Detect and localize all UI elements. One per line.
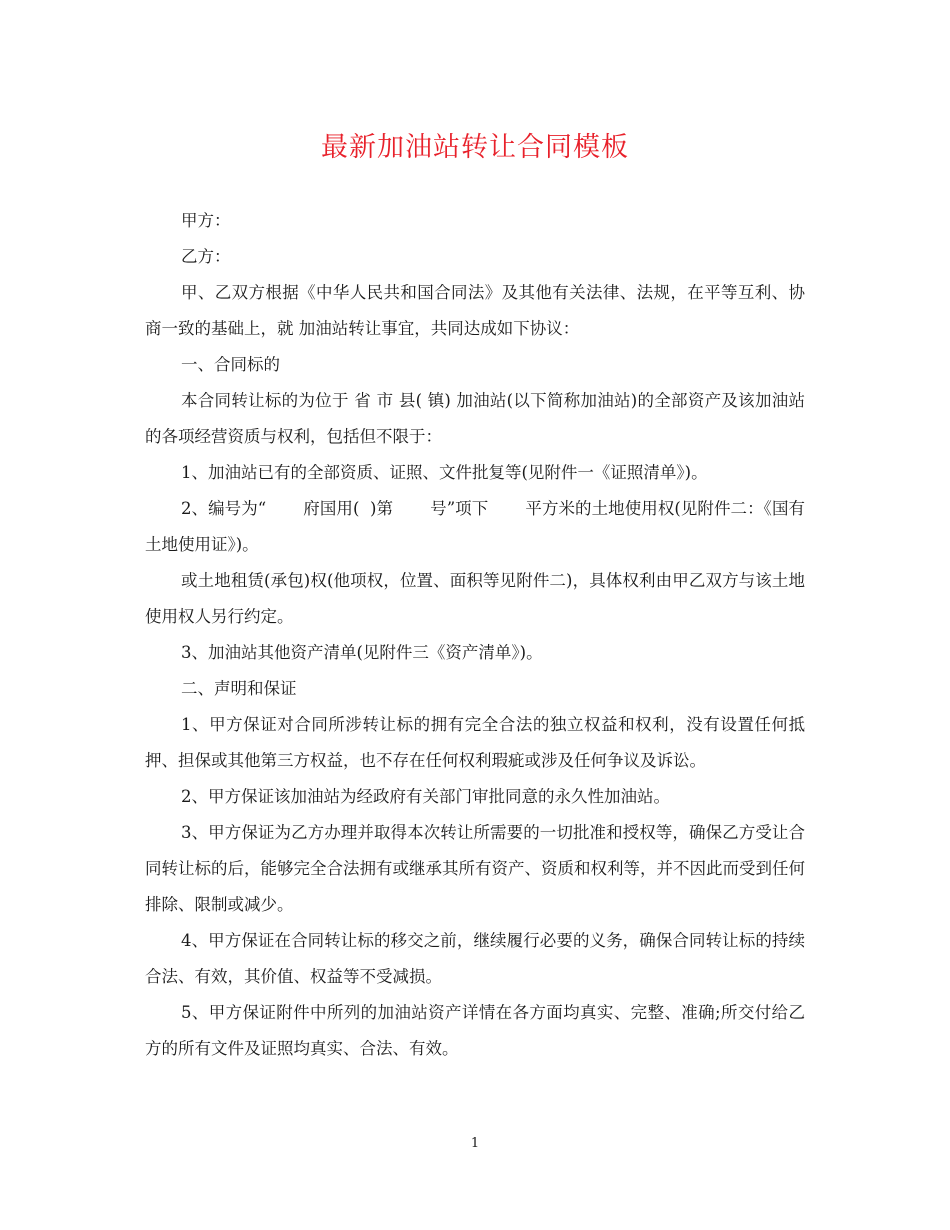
body-paragraph: 本合同转让标的为位于 省 市 县( 镇) 加油站(以下简称加油站)的全部资产及该加油站的各项经营资质与权利，包括但不限于： bbox=[145, 391, 805, 446]
clause-item: 4、甲方保证在合同转让标的移交之前，继续履行必要的义务，确保合同转让标的持续合法、有效，其价值、权益等不受减损。 bbox=[145, 931, 805, 986]
document-title: 最新加油站转让合同模板 bbox=[321, 132, 629, 163]
preamble-paragraph: 甲、乙双方根据《中华人民共和国合同法》及其他有关法律、法规，在平等互利、协商一致的基础上，就 加油站转让事宜，共同达成如下协议： bbox=[145, 283, 805, 338]
party-a-line: 甲方： bbox=[181, 211, 231, 230]
document-body bbox=[145, 203, 805, 1067]
body-paragraph: 或土地租赁(承包)权(他项权，位置、面积等见附件二)，具体权利由甲乙双方与该土地使用权人另行约定。 bbox=[145, 571, 805, 626]
clause-item: 5、甲方保证附件中所列的加油站资产详情在各方面均真实、完整、准确;所交付给乙方的所有文件及证照均真实、合法、有效。 bbox=[145, 1003, 805, 1058]
clause-item: 3、加油站其他资产清单(见附件三《资产清单》)。 bbox=[181, 643, 543, 662]
page-number: 1 bbox=[470, 1136, 480, 1151]
clause-item: 1、加油站已有的全部资质、证照、文件批复等(见附件一《证照清单》)。 bbox=[181, 463, 708, 482]
clause-item: 2、编号为“ 府国用( )第 号”项下 平方米的土地使用权(见附件二：《国有土地使用证》)。 bbox=[145, 499, 805, 554]
clause-item: 3、甲方保证为乙方办理并取得本次转让所需要的一切批准和授权等，确保乙方受让合同转让标的后，能够完全合法拥有或继承其所有资产、资质和权利等，并不因此而受到任何排除、限制或减少。 bbox=[145, 823, 805, 914]
clause-item: 2、甲方保证该加油站为经政府有关部门审批同意的永久性加油站。 bbox=[181, 787, 670, 806]
party-b-line: 乙方： bbox=[181, 247, 231, 266]
section-heading: 一、合同标的 bbox=[181, 355, 280, 374]
clause-item: 1、甲方保证对合同所涉转让标的拥有完全合法的独立权益和权利，没有设置任何抵押、担保或其他第三方权益，也不存在任何权利瑕疵或涉及任何争议及诉讼。 bbox=[145, 715, 805, 770]
section-heading: 二、声明和保证 bbox=[181, 679, 297, 698]
